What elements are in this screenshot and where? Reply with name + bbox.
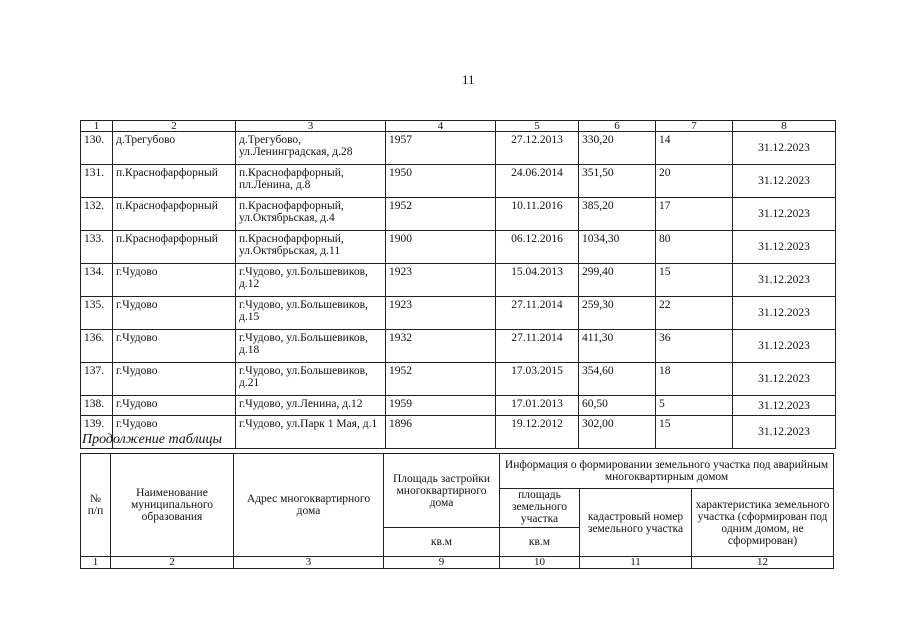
address-cell: г.Чудово, ул.Парк 1 Мая, д.1	[236, 416, 386, 449]
header-municipality: Наименование муниципального образования	[111, 454, 234, 557]
address-cell: п.Краснофарфорный, ул.Октябрьская, д.11	[236, 231, 386, 264]
column-number: 11	[580, 557, 692, 569]
area-cell: 302,00	[579, 416, 656, 449]
municipality-cell: г.Чудово	[113, 297, 236, 330]
column-number-row	[81, 121, 836, 132]
date-cell: 27.11.2014	[496, 330, 579, 363]
count-cell: 22	[656, 297, 733, 330]
date-cell: 27.12.2013	[496, 132, 579, 165]
column-number: 7	[656, 121, 733, 132]
deadline-cell: 31.12.2023	[733, 132, 836, 165]
header-land-info: Информация о формировании земельного участка под аварийным многоквартирным домом	[500, 454, 834, 489]
column-number: 1	[81, 557, 111, 569]
date-cell: 17.01.2013	[496, 396, 579, 416]
count-cell: 36	[656, 330, 733, 363]
municipality-cell: д.Трегубово	[113, 132, 236, 165]
year-cell: 1896	[386, 416, 496, 449]
table-row	[81, 264, 836, 297]
count-cell: 5	[656, 396, 733, 416]
row-number: 139.	[81, 416, 113, 449]
column-number-row	[81, 557, 834, 569]
municipality-cell: г.Чудово	[113, 416, 236, 449]
emergency-housing-table	[80, 120, 836, 449]
column-number: 4	[386, 121, 496, 132]
table-row	[81, 396, 836, 416]
address-cell: г.Чудово, ул.Большевиков, д.12	[236, 264, 386, 297]
table-row	[81, 231, 836, 264]
count-cell: 17	[656, 198, 733, 231]
unit-building-area: кв.м	[384, 528, 500, 557]
year-cell: 1923	[386, 264, 496, 297]
year-cell: 1957	[386, 132, 496, 165]
year-cell: 1923	[386, 297, 496, 330]
land-plot-table	[80, 453, 834, 569]
address-cell: г.Чудово, ул.Большевиков, д.15	[236, 297, 386, 330]
municipality-cell: г.Чудово	[113, 264, 236, 297]
column-number: 3	[236, 121, 386, 132]
header-building-area: Площадь застройки многоквартирного дома	[384, 454, 500, 528]
address-cell: г.Чудово, ул.Большевиков, д.18	[236, 330, 386, 363]
row-number: 132.	[81, 198, 113, 231]
date-cell: 19.12.2012	[496, 416, 579, 449]
address-cell: д.Трегубово, ул.Ленинградская, д.28	[236, 132, 386, 165]
municipality-cell: п.Краснофарфорный	[113, 165, 236, 198]
year-cell: 1932	[386, 330, 496, 363]
table-row	[81, 297, 836, 330]
year-cell: 1950	[386, 165, 496, 198]
header-no: № п/п	[81, 454, 111, 557]
column-number: 2	[111, 557, 234, 569]
row-number: 136.	[81, 330, 113, 363]
area-cell: 259,30	[579, 297, 656, 330]
area-cell: 411,30	[579, 330, 656, 363]
deadline-cell: 31.12.2023	[733, 264, 836, 297]
address-cell: п.Краснофарфорный, пл.Ленина, д.8	[236, 165, 386, 198]
header-cadastral-number: кадастровый номер земельного участка	[580, 489, 692, 557]
area-cell: 385,20	[579, 198, 656, 231]
column-number: 8	[733, 121, 836, 132]
date-cell: 27.11.2014	[496, 297, 579, 330]
column-number: 6	[579, 121, 656, 132]
area-cell: 354,60	[579, 363, 656, 396]
column-number: 12	[692, 557, 834, 569]
column-number: 1	[81, 121, 113, 132]
table-row	[81, 165, 836, 198]
row-number: 130.	[81, 132, 113, 165]
table-row	[81, 363, 836, 396]
count-cell: 18	[656, 363, 733, 396]
deadline-cell: 31.12.2023	[733, 396, 836, 416]
column-number: 9	[384, 557, 500, 569]
unit-land-area: кв.м	[500, 528, 580, 557]
row-number: 138.	[81, 396, 113, 416]
row-number: 131.	[81, 165, 113, 198]
year-cell: 1959	[386, 396, 496, 416]
column-number: 2	[113, 121, 236, 132]
count-cell: 15	[656, 416, 733, 449]
count-cell: 80	[656, 231, 733, 264]
header-land-characteristic: характеристика земельного участка (сформирован под одним домом, не сформирован)	[692, 489, 834, 557]
table-row	[81, 330, 836, 363]
deadline-cell: 31.12.2023	[733, 198, 836, 231]
year-cell: 1900	[386, 231, 496, 264]
year-cell: 1952	[386, 198, 496, 231]
row-number: 133.	[81, 231, 113, 264]
deadline-cell: 31.12.2023	[733, 416, 836, 449]
count-cell: 15	[656, 264, 733, 297]
municipality-cell: п.Краснофарфорный	[113, 198, 236, 231]
count-cell: 20	[656, 165, 733, 198]
date-cell: 17.03.2015	[496, 363, 579, 396]
deadline-cell: 31.12.2023	[733, 363, 836, 396]
area-cell: 330,20	[579, 132, 656, 165]
header-land-area: площадь земельного участка	[500, 489, 580, 528]
header-address: Адрес многоквартирного дома	[234, 454, 384, 557]
deadline-cell: 31.12.2023	[733, 297, 836, 330]
deadline-cell: 31.12.2023	[733, 231, 836, 264]
column-number: 10	[500, 557, 580, 569]
address-cell: г.Чудово, ул.Ленина, д.12	[236, 396, 386, 416]
address-cell: г.Чудово, ул.Большевиков, д.21	[236, 363, 386, 396]
row-number: 135.	[81, 297, 113, 330]
column-number: 3	[234, 557, 384, 569]
municipality-cell: г.Чудово	[113, 396, 236, 416]
table-row	[81, 132, 836, 165]
date-cell: 10.11.2016	[496, 198, 579, 231]
row-number: 134.	[81, 264, 113, 297]
deadline-cell: 31.12.2023	[733, 165, 836, 198]
area-cell: 1034,30	[579, 231, 656, 264]
municipality-cell: п.Краснофарфорный	[113, 231, 236, 264]
row-number: 137.	[81, 363, 113, 396]
address-cell: п.Краснофарфорный, ул.Октябрьская, д.4	[236, 198, 386, 231]
continuation-title: Продолжение таблицы	[82, 432, 223, 447]
area-cell: 351,50	[579, 165, 656, 198]
date-cell: 06.12.2016	[496, 231, 579, 264]
count-cell: 14	[656, 132, 733, 165]
column-number: 5	[496, 121, 579, 132]
table-row	[81, 198, 836, 231]
page-number: 11	[462, 72, 475, 87]
year-cell: 1952	[386, 363, 496, 396]
municipality-cell: г.Чудово	[113, 363, 236, 396]
area-cell: 299,40	[579, 264, 656, 297]
date-cell: 24.06.2014	[496, 165, 579, 198]
deadline-cell: 31.12.2023	[733, 330, 836, 363]
date-cell: 15.04.2013	[496, 264, 579, 297]
area-cell: 60,50	[579, 396, 656, 416]
municipality-cell: г.Чудово	[113, 330, 236, 363]
